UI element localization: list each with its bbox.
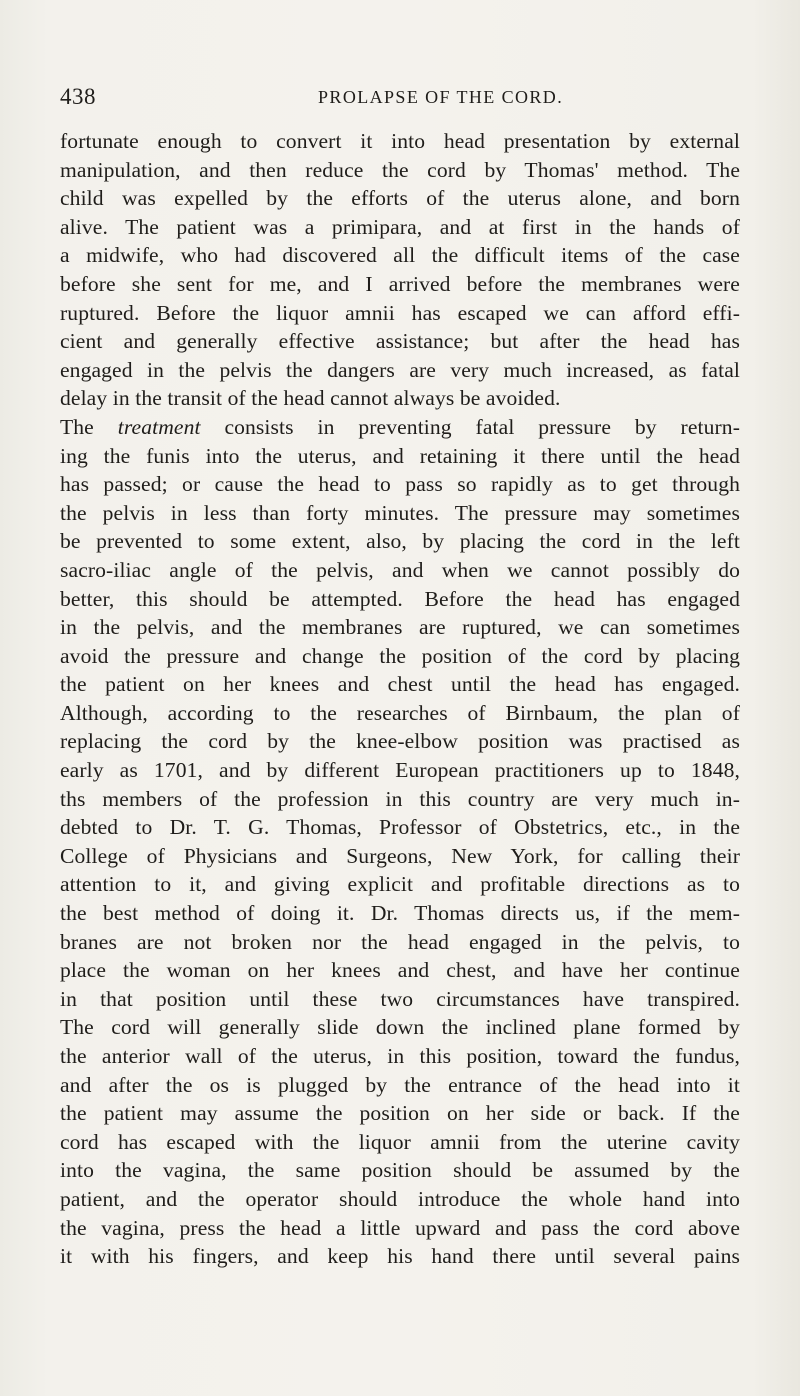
text-line: into the vagina, the same position should be assumed by the — [60, 1158, 740, 1183]
text-line: it with his fingers, and keep his hand there until several pains — [60, 1244, 740, 1269]
text-line: Although, according to the researches of Birnbaum, the plan of — [60, 700, 740, 725]
text-line: early as 1701, and by different European practitioners up to 1848, — [60, 758, 740, 783]
text-line: cord has escaped with the liquor amnii from the uterine cavity — [60, 1129, 740, 1154]
italic-term: treatment — [117, 414, 201, 439]
text-line: manipulation, and then reduce the cord by Thomas' method. The — [60, 157, 740, 182]
text-line: engaged in the pelvis the dangers are very much increased, as fatal — [60, 357, 740, 382]
text-line: the pelvis in less than forty minutes. The pressure may sometimes — [60, 500, 740, 525]
text-line: in the pelvis, and the membranes are ruptured, we can sometimes — [60, 615, 740, 640]
text-line: College of Physicians and Surgeons, New York, for calling their — [60, 843, 740, 868]
text-line: branes are not broken nor the head engaged in the pelvis, to — [60, 929, 740, 954]
page-number: 438 — [60, 84, 96, 109]
text-line: replacing the cord by the knee-elbow position was practised as — [60, 729, 740, 754]
text-line: the best method of doing it. Dr. Thomas directs us, if the mem- — [60, 901, 740, 926]
text-line: delay in the transit of the head cannot always be avoided. — [60, 386, 561, 411]
text-line: and after the os is plugged by the entrance of the head into it — [60, 1072, 740, 1097]
text-line: sacro-iliac angle of the pelvis, and when we cannot possibly do — [60, 557, 740, 582]
text-line: avoid the pressure and change the position of the cord by placing — [60, 643, 740, 668]
text-line — [60, 413, 740, 442]
text-line: better, this should be attempted. Before the head has engaged — [60, 586, 740, 611]
text-line: be prevented to some extent, also, by placing the cord in the left — [60, 529, 740, 554]
text-run: The — [60, 414, 118, 439]
text-line: the patient on her knees and chest until the head has engaged. — [60, 672, 740, 697]
text-line: cient and generally effective assistance; but after the head has — [60, 329, 740, 354]
text-line: in that position until these two circumstances have transpired. — [60, 986, 740, 1011]
text-line: the patient may assume the position on her side or back. If the — [60, 1101, 740, 1126]
text-line: ths members of the profession in this country are very much in- — [60, 786, 740, 811]
text-line: attention to it, and giving explicit and profitable directions as to — [60, 872, 740, 897]
text-run: consists in preventing fatal pressure by return- — [200, 414, 740, 439]
text-line: before she sent for me, and I arrived before the membranes were — [60, 271, 740, 296]
text-line: fortunate enough to convert it into head presentation by external — [60, 129, 740, 153]
running-head — [60, 84, 740, 114]
text-line: the anterior wall of the uterus, in this position, toward the fundus, — [60, 1044, 740, 1068]
text-line: The cord will generally slide down the inclined plane formed by — [60, 1015, 740, 1040]
body-text — [60, 127, 740, 1271]
text-line: place the woman on her knees and chest, and have her continue — [60, 958, 740, 983]
text-line: child was expelled by the efforts of the uterus alone, and born — [60, 186, 740, 211]
text-line: patient, and the operator should introduce the whole hand into — [60, 1186, 740, 1211]
text-line: ing the funis into the uterus, and retaining it there until the head — [60, 443, 740, 468]
text-line: ruptured. Before the liquor amnii has escaped we can afford effi- — [60, 300, 740, 325]
text-line: has passed; or cause the head to pass so rapidly as to get through — [60, 472, 740, 497]
text-line: a midwife, who had discovered all the difficult items of the case — [60, 243, 740, 268]
text-line: debted to Dr. T. G. Thomas, Professor of Obstetrics, etc., in the — [60, 815, 740, 840]
text-line: the vagina, press the head a little upward and pass the cord above — [60, 1215, 740, 1240]
running-title: PROLAPSE OF THE CORD. — [318, 87, 564, 107]
text-line: alive. The patient was a primipara, and at first in the hands of — [60, 214, 740, 239]
